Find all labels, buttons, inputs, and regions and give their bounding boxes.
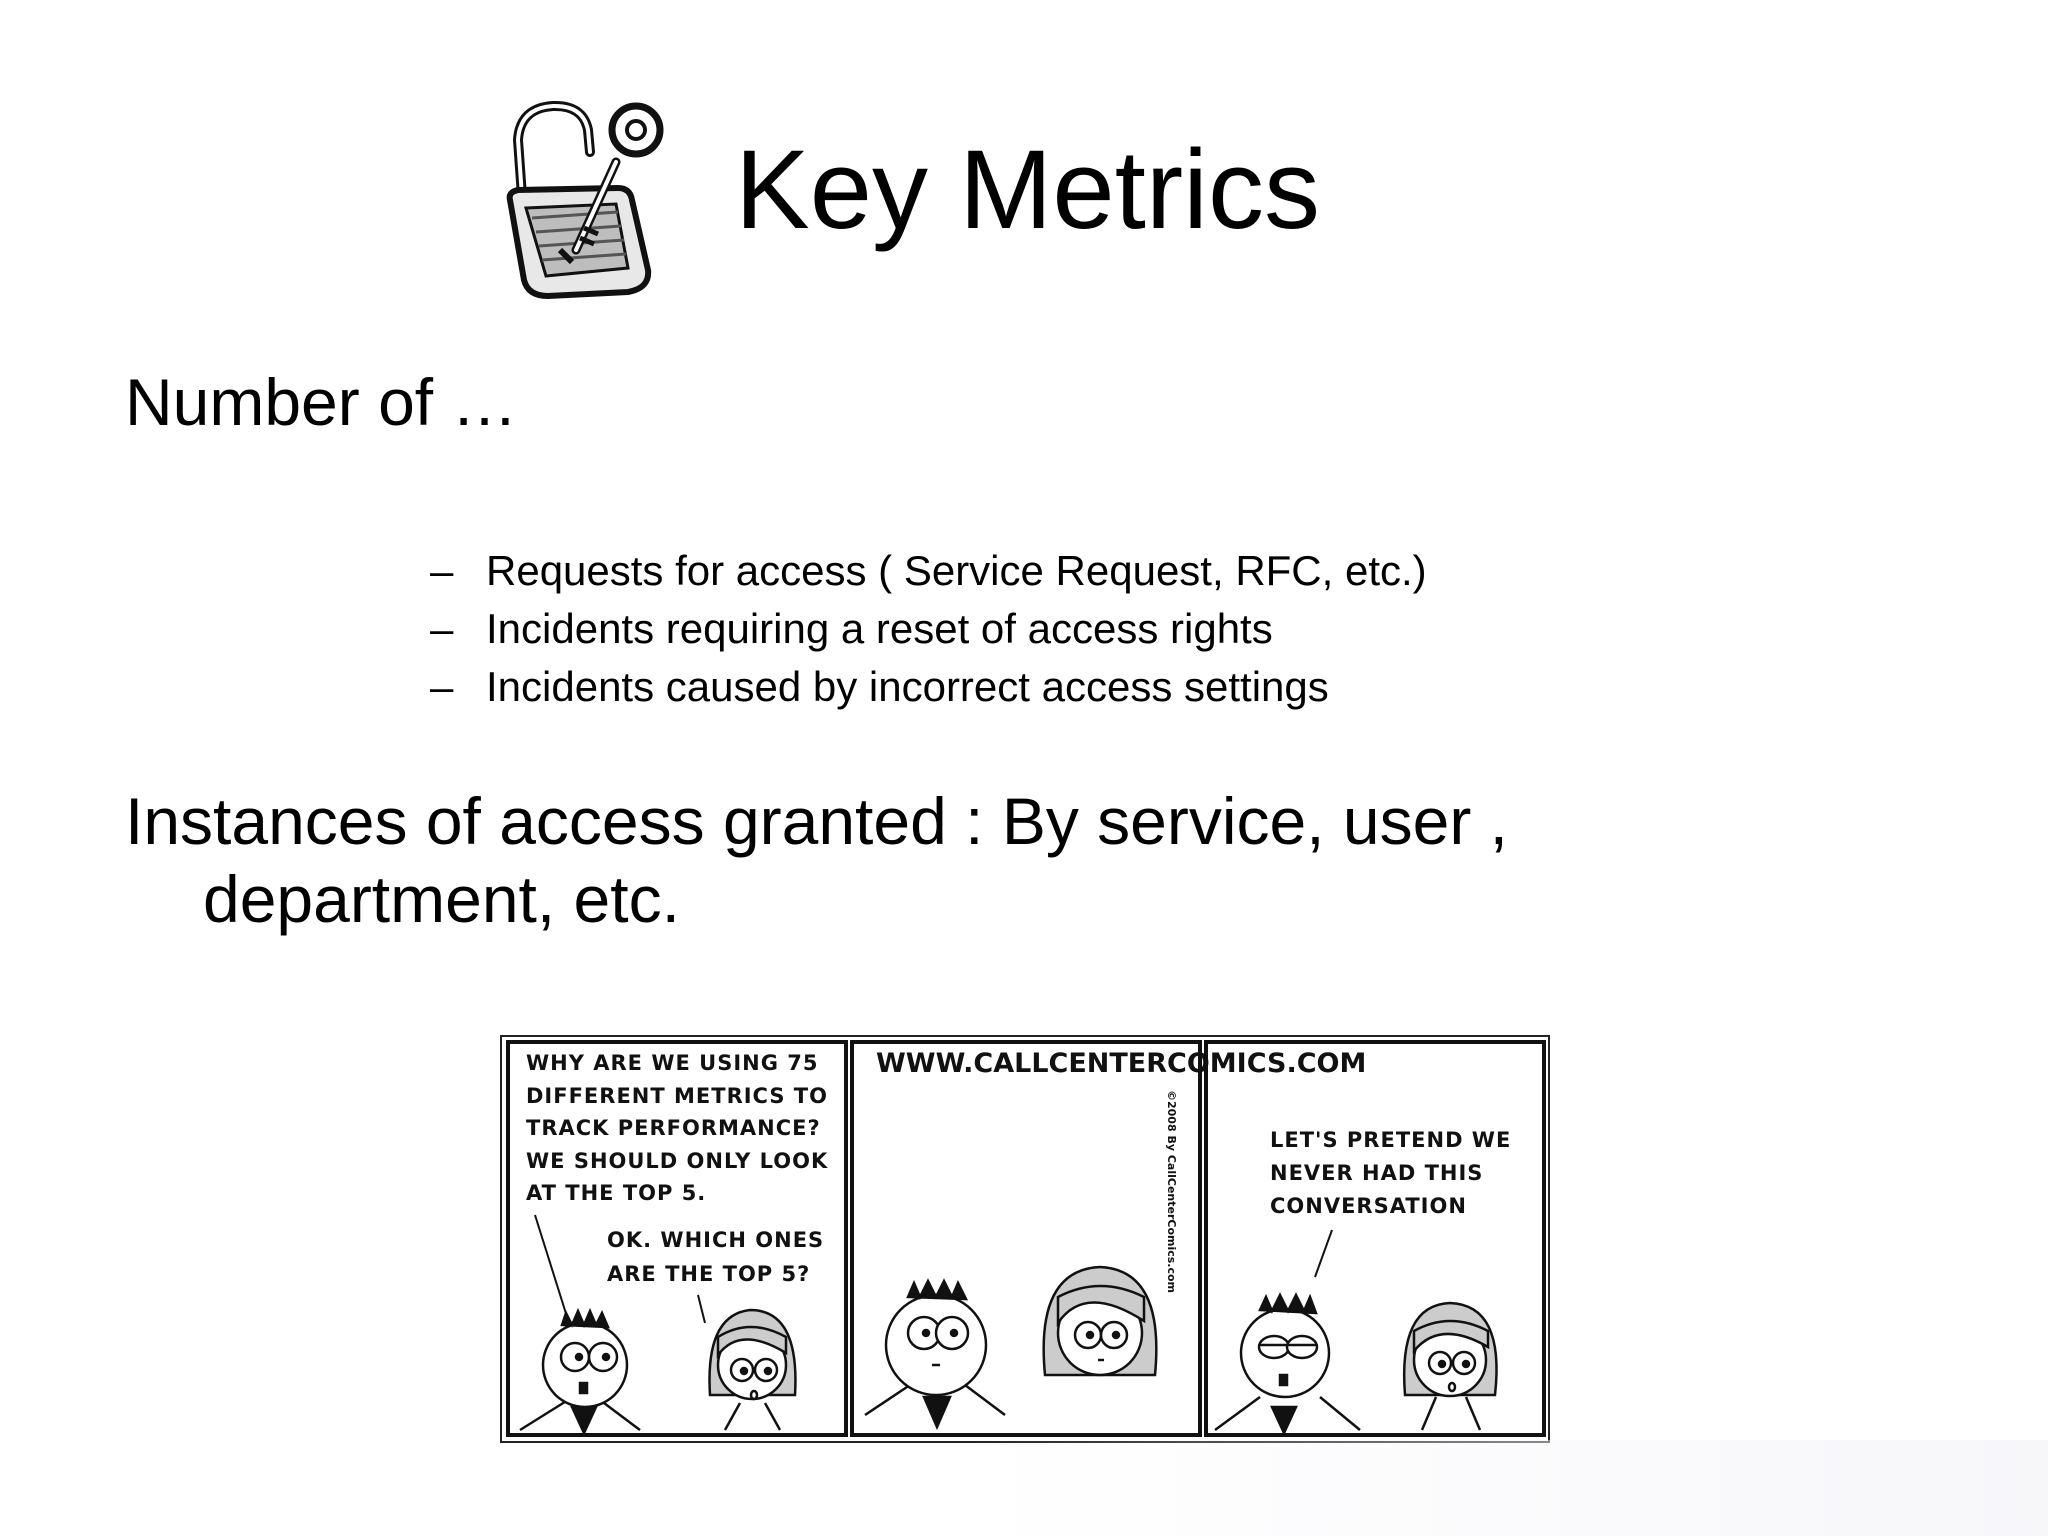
comic-text: WE SHOULD ONLY LOOK xyxy=(526,1149,829,1173)
heading-instances-line2: department, etc. xyxy=(203,862,680,936)
comic-site-url: WWW.CALLCENTERCOMICS.COM xyxy=(876,1048,1367,1079)
comic-text: AT THE TOP 5. xyxy=(526,1181,707,1205)
bullet-text: Requests for access ( Service Request, RFC, etc.) xyxy=(486,547,1427,594)
comic-text: WHY ARE WE USING 75 xyxy=(526,1051,819,1075)
comic-text: ARE THE TOP 5? xyxy=(607,1262,811,1286)
comic-copyright: ©2008 By CallCenterComics.com xyxy=(1165,1090,1178,1294)
heading-instances xyxy=(125,782,1625,938)
slide-title: Key Metrics xyxy=(735,127,1320,252)
heading-instances-line1: Instances of access granted : By service, user , xyxy=(125,784,1508,858)
heading-number-of: Number of … xyxy=(125,365,518,439)
background-gradient xyxy=(960,1440,2048,1536)
comic-text: DIFFERENT METRICS TO xyxy=(526,1084,828,1108)
bullet-dash: – xyxy=(430,547,454,594)
bullet-dash: – xyxy=(430,663,454,710)
comic-text: TRACK PERFORMANCE? xyxy=(526,1116,821,1140)
padlock-with-key-icon xyxy=(498,100,688,300)
comic-woman xyxy=(1044,1267,1157,1375)
metrics-bullet-list xyxy=(430,542,1427,716)
comic-text: OK. WHICH ONES xyxy=(607,1228,825,1252)
bullet-text: Incidents caused by incorrect access settings xyxy=(486,663,1329,710)
list-item xyxy=(430,600,1427,658)
comic-text: LET'S PRETEND WE xyxy=(1270,1128,1512,1152)
comic-text: CONVERSATION xyxy=(1270,1194,1467,1218)
list-item xyxy=(430,658,1427,716)
comic-text: NEVER HAD THIS xyxy=(1270,1161,1484,1185)
bullet-text: Incidents requiring a reset of access rights xyxy=(486,605,1273,652)
comic-strip xyxy=(500,1035,1550,1443)
list-item xyxy=(430,542,1427,600)
bullet-dash: – xyxy=(430,605,454,652)
